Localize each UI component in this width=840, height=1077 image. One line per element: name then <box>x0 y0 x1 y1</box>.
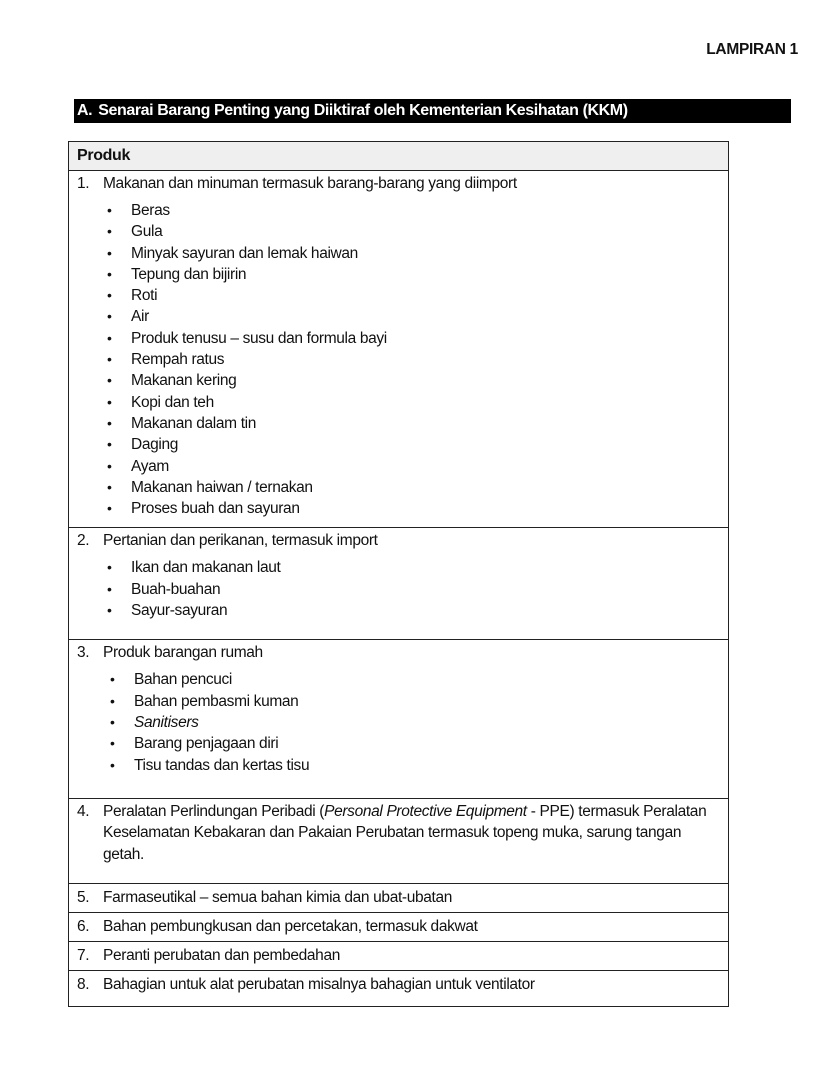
category-title: Bahan pembungkusan dan percetakan, termasuk dakwat <box>103 918 478 936</box>
list-item-text: Makanan haiwan / ternakan <box>131 478 313 496</box>
category-title: Bahagian untuk alat perubatan misalnya bahagian untuk ventilator <box>103 976 535 994</box>
appendix-label: LAMPIRAN 1 <box>706 41 798 58</box>
category-number: 5. <box>77 889 90 907</box>
bullet-icon: • <box>110 735 115 752</box>
section-title: Senarai Barang Penting yang Diiktiraf oleh Kementerian Kesihatan (KKM) <box>98 102 628 119</box>
list-item <box>103 392 728 413</box>
category-heading <box>77 171 728 194</box>
category-number: 2. <box>77 532 90 550</box>
bullet-icon: • <box>110 713 115 730</box>
table-row <box>69 884 729 913</box>
category-heading <box>77 884 728 912</box>
list-item <box>103 669 728 690</box>
category-cell <box>69 528 729 640</box>
bullet-icon: • <box>110 671 115 688</box>
list-item-text: Proses buah dan sayuran <box>131 500 300 518</box>
table-row <box>69 913 729 942</box>
list-item-text: Sanitisers <box>134 713 199 731</box>
category-title: Pertanian dan perikanan, termasuk import <box>103 532 378 550</box>
list-item-text: Rempah ratus <box>131 351 225 369</box>
list-item-text: Minyak sayuran dan lemak haiwan <box>131 244 358 262</box>
item-list <box>77 557 728 621</box>
bullet-icon: • <box>107 202 112 218</box>
list-item <box>103 264 728 285</box>
list-item-text: Ayam <box>131 457 169 475</box>
list-item-text: Ikan dan makanan laut <box>131 559 281 577</box>
title-text: Peralatan Perlindungan Peribadi ( <box>103 802 325 820</box>
category-title <box>103 801 728 866</box>
bullet-icon: • <box>110 692 115 709</box>
bullet-icon: • <box>107 559 112 576</box>
item-list <box>77 669 728 775</box>
list-item-text: Makanan kering <box>131 372 237 390</box>
list-item-text: Air <box>131 308 149 326</box>
category-title: Produk barangan rumah <box>103 644 263 662</box>
list-item <box>103 328 728 349</box>
list-item-text: Kopi dan teh <box>131 393 214 411</box>
category-number: 3. <box>77 644 90 662</box>
bullet-icon: • <box>107 329 112 346</box>
list-item-text: Daging <box>131 436 179 454</box>
list-item <box>103 285 728 306</box>
category-heading <box>77 942 728 970</box>
table-row <box>69 640 729 798</box>
category-heading <box>77 799 728 884</box>
category-number: 8. <box>77 976 90 994</box>
list-item <box>103 712 728 733</box>
list-item <box>103 691 728 712</box>
bullet-icon: • <box>107 265 112 282</box>
product-table <box>68 141 729 1007</box>
bullet-icon: • <box>107 287 112 304</box>
bullet-icon: • <box>107 223 112 240</box>
bullet-icon: • <box>107 414 112 431</box>
category-heading <box>77 640 728 663</box>
category-number: 7. <box>77 947 90 965</box>
bullet-icon: • <box>107 500 112 517</box>
category-cell <box>69 884 729 913</box>
list-item-text: Barang penjagaan diri <box>134 735 279 753</box>
list-item <box>103 243 728 264</box>
category-number: 4. <box>77 802 90 820</box>
section-letter: A. <box>77 102 93 119</box>
list-item <box>103 755 728 776</box>
bullet-icon: • <box>107 580 112 597</box>
list-item-text: Buah-buahan <box>131 580 221 598</box>
list-item <box>103 557 728 578</box>
bullet-icon: • <box>107 372 112 389</box>
category-title: Makanan dan minuman termasuk barang-barang yang diimport <box>103 175 517 192</box>
list-item-text: Sayur-sayuran <box>131 602 228 620</box>
column-header-produk: Produk <box>69 142 729 171</box>
table-row <box>69 171 729 528</box>
list-item-text: Roti <box>131 287 158 305</box>
bullet-icon: • <box>107 436 112 453</box>
list-item <box>103 456 728 477</box>
table-row <box>69 798 729 884</box>
list-item <box>103 477 728 498</box>
item-list <box>77 200 728 519</box>
list-item <box>103 498 728 519</box>
bullet-icon: • <box>107 478 112 495</box>
list-item-text: Gula <box>131 223 163 241</box>
list-item <box>103 413 728 434</box>
list-item-text: Beras <box>131 202 170 219</box>
title-italic-text: Personal Protective Equipment <box>324 802 527 820</box>
bullet-icon: • <box>107 457 112 474</box>
list-item-text: Makanan dalam tin <box>131 414 257 432</box>
category-heading <box>77 913 728 941</box>
category-title: Peranti perubatan dan pembedahan <box>103 947 340 965</box>
table-header-row <box>69 142 729 171</box>
category-heading <box>77 971 728 1006</box>
list-item-text: Tepung dan bijirin <box>131 265 247 283</box>
list-item <box>103 733 728 754</box>
category-number: 6. <box>77 918 90 936</box>
category-title: Farmaseutikal – semua bahan kimia dan ubat-ubatan <box>103 889 453 907</box>
category-cell <box>69 171 729 528</box>
list-item <box>103 579 728 600</box>
list-item-text: Tisu tandas dan kertas tisu <box>134 756 310 774</box>
category-cell <box>69 798 729 884</box>
category-cell <box>69 640 729 798</box>
list-item <box>103 600 728 621</box>
list-item <box>103 349 728 370</box>
bullet-icon: • <box>107 308 112 325</box>
category-number: 1. <box>77 175 90 192</box>
list-item <box>103 200 728 221</box>
section-title-bar <box>74 99 791 123</box>
title-text: - PPE) termasuk Peralatan Keselamatan Kebakaran dan Pakaian Perubatan termasuk topeng muka, sarung tangan getah. <box>103 802 707 863</box>
list-item <box>103 221 728 242</box>
category-cell <box>69 913 729 942</box>
bullet-icon: • <box>110 756 115 773</box>
category-heading <box>77 528 728 551</box>
table-row <box>69 942 729 971</box>
list-item-text: Bahan pembasmi kuman <box>134 692 299 710</box>
category-cell <box>69 942 729 971</box>
category-cell <box>69 971 729 1007</box>
list-item-text: Bahan pencuci <box>134 671 233 689</box>
bullet-icon: • <box>107 244 112 261</box>
bullet-icon: • <box>107 351 112 368</box>
table-row <box>69 971 729 1007</box>
list-item <box>103 306 728 327</box>
list-item-text: Produk tenusu – susu dan formula bayi <box>131 329 387 347</box>
table-row <box>69 528 729 640</box>
list-item <box>103 434 728 455</box>
list-item <box>103 370 728 391</box>
bullet-icon: • <box>107 602 112 619</box>
bullet-icon: • <box>107 393 112 410</box>
